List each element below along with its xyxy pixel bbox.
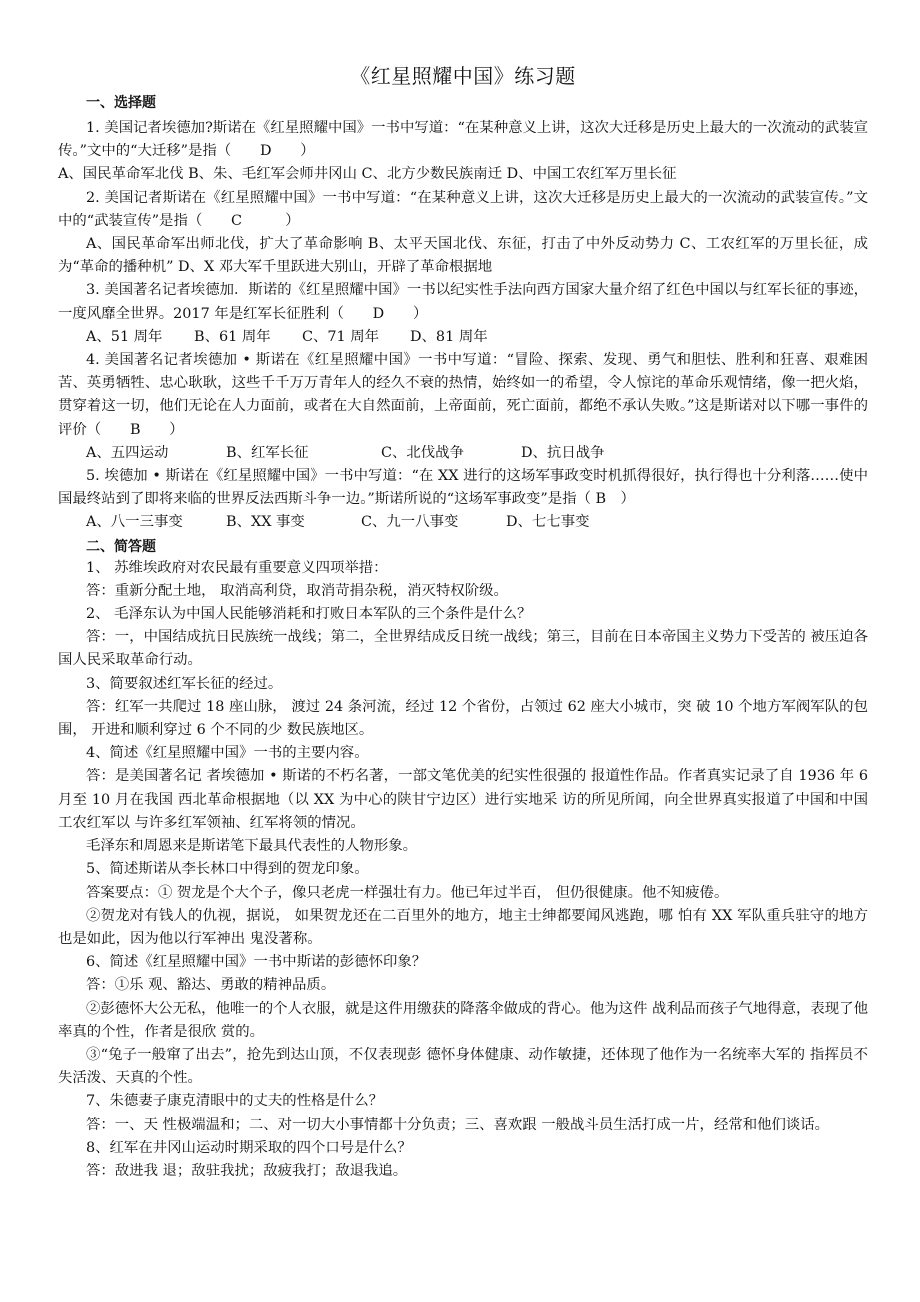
document-page xyxy=(58,60,868,1183)
question-3: 3. 美国著名记者埃德加．斯诺的《红星照耀中国》一书以纪实性手法向西方国家大量介绍了红色中国以与红军长征的事迹，一度风靡全世界。2017 年是红军长征胜利（ D ） xyxy=(58,282,868,322)
option-b: B、XX 事变 xyxy=(226,514,305,531)
option-b: B、红军长征 xyxy=(226,444,309,461)
sa-answer-5b: ②贺龙对有钱人的仇视，据说， 如果贺龙还在二百里外的地方，地主士绅都要闻风逃跑，哪 怕有 XX 军队重兵驻守的地方也是如此，因为他以行军神出 鬼没著称。 xyxy=(58,907,868,947)
option-d: D、七七事变 xyxy=(506,514,590,531)
sa-question-4: 4、简述《红星照耀中国》一书的主要内容。 xyxy=(86,745,369,762)
question-5: 5. 埃德加 • 斯诺在《红星照耀中国》一书中写道：“在 XX 进行的这场军事政变时机抓得很好，执行得也十分利落……使中国最终站到了即将来临的世界反法西斯斗争一边。”斯诺所说的“这场军事政变”是指（ B ） xyxy=(58,468,868,508)
question-2: 2. 美国记者斯诺在《红星照耀中国》一书中写道：“在某种意义上讲，这次大迁移是历史上最大的一次流动的武装宣传。”文中的“武装宣传”是指（ C ） xyxy=(58,189,868,229)
question-1-options: A、国民革命军北伐 B、朱、毛红军会师井冈山 C、北方少数民族南迁 D、中国工农红军万里长征 xyxy=(58,166,677,183)
question-4: 4. 美国著名记者埃德加 • 斯诺在《红星照耀中国》一书中写道：“冒险、探索、发现、勇气和胆怯、胜利和狂喜、艰难困苦、英勇牺牲、忠心耿耿，这些千千万万青年人的经久不衰的热情，始终如一的希望，令人惊诧的革命乐观情绪，像一把火焰，贯穿着这一切，他们无论在人力面前，或者在大自然面前，上帝面前，死亡面前，都绝不承认失败。”这是斯诺对以下哪一事件的评价（ B ） xyxy=(58,352,868,438)
option-c: C、北伐战争 xyxy=(381,444,464,461)
short-answer-list xyxy=(58,557,868,1183)
question-4-options xyxy=(58,442,868,465)
sa-question-8: 8、红军在井冈山运动时期采取的四个口号是什么？ xyxy=(86,1139,412,1156)
option-c: C、71 周年 xyxy=(302,328,380,345)
sa-answer-6b: ②彭德怀大公无私，他唯一的个人衣服，就是这件用缴获的降落伞做成的背心。他为这件 战利品而孩子气地得意，表现了他率真的个性，作者是很欣 赏的。 xyxy=(58,1000,868,1040)
sa-answer-3: 答：红军一共爬过 18 座山脉， 渡过 24 条河流，经过 12 个省份，占领过 62 座大小城市，突 破 10 个地方军阀军队的包围， 开进和顺利穿过 6 个不同的少 数民族地区。 xyxy=(58,698,868,739)
sa-question-5: 5、简述斯诺从李长林口中得到的贺龙印象。 xyxy=(86,861,369,878)
sa-answer-6: 答：①乐 观、豁达、勇敢的精神品质。 xyxy=(86,977,336,994)
section-heading-choice: 一、选择题 xyxy=(86,95,156,111)
option-a: A、八一三事变 xyxy=(86,514,183,531)
sa-answer-8: 答：敌进我 退；敌驻我扰；敌疲我打；敌退我追。 xyxy=(86,1162,408,1179)
sa-answer-2: 答：一，中国结成抗日民族统一战线；第二，全世界结成反日统一战线；第三，目前在日本帝国主义势力下受苦的 被压迫各国人民采取革命行动。 xyxy=(58,629,868,669)
sa-answer-5: 答案要点：① 贺龙是个大个子，像只老虎一样强壮有力。他已年过半百， 但仍很健康。他不知疲倦。 xyxy=(86,884,729,901)
sa-answer-1: 答：重新分配土地， 取消高利贷，取消苛捐杂税，消灭特权阶级。 xyxy=(86,582,508,599)
sa-answer-4b: 毛泽东和周恩来是斯诺笔下最具代表性的人物形象。 xyxy=(86,838,417,855)
question-2-options: A、国民革命军出师北伐，扩大了革命影响 B、太平天国北伐、东征，打击了中外反动势力 C、工农红军的万里长征，成为“革命的播种机” D、X 邓大军千里跃进大别山，开辟了革命根据地 xyxy=(58,236,868,276)
question-5-options xyxy=(58,511,868,534)
sa-answer-4: 答：是美国著名记 者埃德加 • 斯诺的不朽名著，一部文笔优美的纪实性很强的 报道性作品。作者真实记录了自 1936 年 6 月至 10 月在我国 西北革命根据地（以 XX 为中心的陕甘宁边区）进行实地采 访的所见所闻，向全世界真实报道了中国和中国工农红军以 与许多红军领袖、红军将领的情况。 xyxy=(58,768,868,831)
sa-question-7: 7、朱德妻子康克清眼中的丈夫的性格是什么？ xyxy=(86,1093,383,1110)
sa-answer-6c: ③“兔子一般窜了出去”，抢先到达山顶，不仅表现彭 德怀身体健康、动作敏捷，还体现了他作为一名统率大军的 指挥员不失活泼、天真的个性。 xyxy=(58,1046,868,1087)
question-1: 1. 美国记者埃德加?斯诺在《红星照耀中国》一书中写道：“在某种意义上讲，这次大迁移是历史上最大的一次流动的武装宣传。”文中的“大迁移”是指（ D ） xyxy=(58,120,868,160)
option-a: A、51 周年 xyxy=(86,328,163,345)
option-a: A、五四运动 xyxy=(86,444,169,461)
option-d: D、81 周年 xyxy=(410,328,488,345)
option-d: D、抗日战争 xyxy=(521,444,605,461)
option-c: C、九一八事变 xyxy=(361,514,459,531)
option-b: B、61 周年 xyxy=(194,328,271,345)
sa-question-1: 1、 苏维埃政府对农民最有重要意义四项举措： xyxy=(86,559,388,576)
question-3-options xyxy=(58,326,868,349)
section-heading-short-answer: 二、简答题 xyxy=(86,538,156,555)
sa-question-6: 6、简述《红星照耀中国》一书中斯诺的彭德怀印象？ xyxy=(86,954,427,971)
sa-answer-7: 答：一、天 性极端温和；二、对一切大小事情都十分负责；三、喜欢跟 一般战斗员生活打成一片，经常和他们谈话。 xyxy=(86,1116,830,1133)
sa-question-2: 2、 毛泽东认为中国人民能够消耗和打败日本军队的三个条件是什么？ xyxy=(86,606,532,623)
page-title: 《红星照耀中国》练习题 xyxy=(350,64,576,88)
sa-question-3: 3、简要叙述红军长征的经过。 xyxy=(86,675,283,692)
